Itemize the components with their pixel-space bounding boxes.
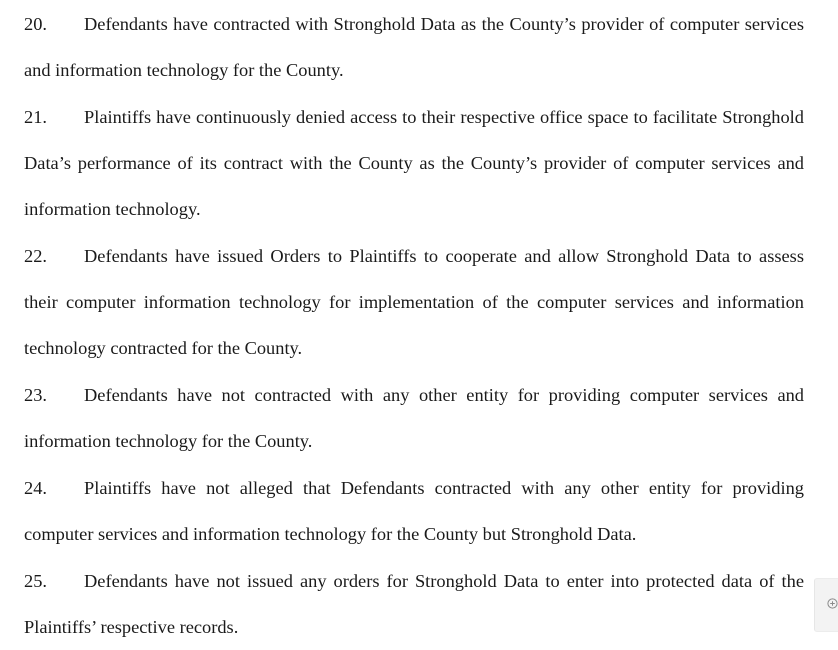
zoom-in-icon[interactable] (827, 598, 838, 609)
paragraph-number: 20. (24, 14, 47, 34)
paragraph-22 (24, 232, 804, 371)
paragraph-text: Plaintiffs have not alleged that Defendants contracted with any other entity for providing computer services and information technology for the County but Stronghold Data. (24, 478, 804, 544)
document-body (24, 0, 804, 650)
zoom-side-tab[interactable] (814, 578, 838, 632)
paragraph-text: Defendants have contracted with Stronghold Data as the County’s provider of computer services and information technology for the County. (24, 14, 804, 80)
paragraph-number: 22. (24, 246, 47, 266)
paragraph-20 (24, 0, 804, 93)
paragraph-text: Plaintiffs have continuously denied access to their respective office space to facilitate Stronghold Data’s performance of its contract with the County as the County’s provider of computer services and information technology. (24, 107, 804, 219)
paragraph-text: Defendants have not issued any orders for Stronghold Data to enter into protected data of the Plaintiffs’ respective records. (24, 571, 804, 637)
paragraph-number: 23. (24, 385, 47, 405)
paragraph-number: 25. (24, 571, 47, 591)
paragraph-number: 21. (24, 107, 47, 127)
paragraph-text: Defendants have issued Orders to Plaintiffs to cooperate and allow Stronghold Data to assess their computer information technology for implementation of the computer services and information technology contracted for the County. (24, 246, 804, 358)
paragraph-21 (24, 93, 804, 232)
paragraph-text: Defendants have not contracted with any other entity for providing computer services and information technology for the County. (24, 385, 804, 451)
paragraph-number: 24. (24, 478, 47, 498)
paragraph-23 (24, 371, 804, 464)
paragraph-24 (24, 464, 804, 557)
paragraph-25 (24, 557, 804, 650)
